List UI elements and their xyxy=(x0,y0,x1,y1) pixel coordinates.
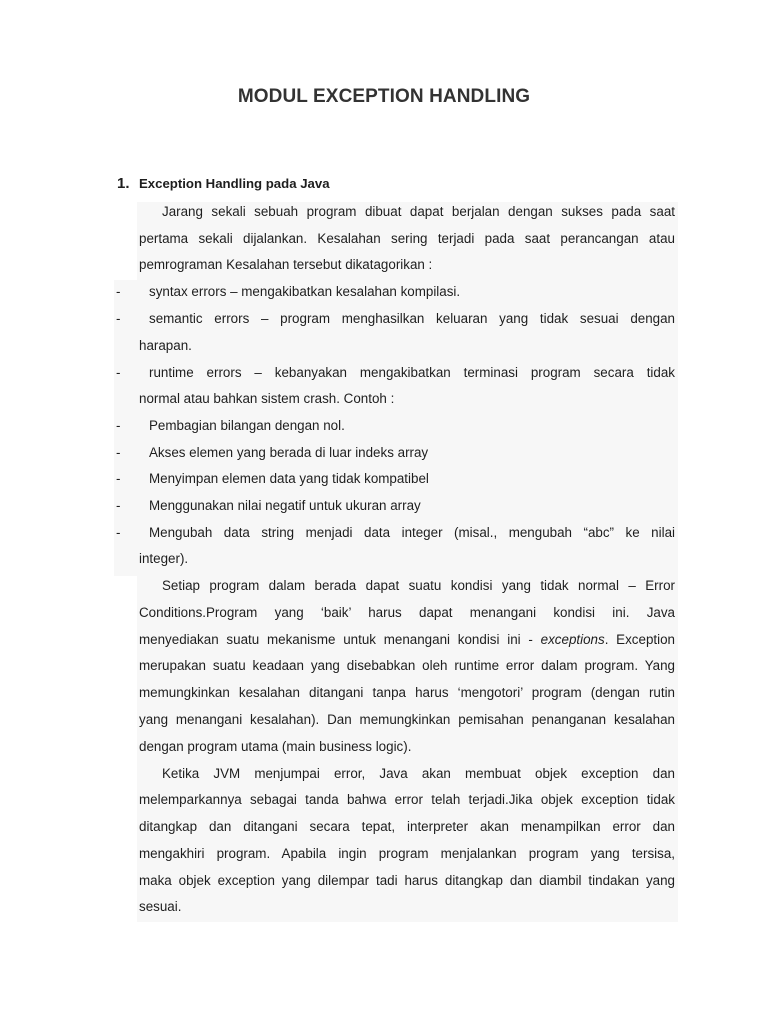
bullet-dash: - xyxy=(116,311,121,326)
paragraph-line: ditangkap dan ditangani secara tepat, interpreter akan menampilkan error dan xyxy=(139,819,675,834)
document-title: MODUL EXCEPTION HANDLING xyxy=(237,86,531,107)
bullet-line: normal atau bahkan sistem crash. Contoh : xyxy=(139,391,395,406)
bullet-line: Menggunakan nilai negatif untuk ukuran array xyxy=(149,498,421,513)
bullet-line: runtime errors – kebanyakan mengakibatkan terminasi program secara tidak xyxy=(149,365,675,380)
bullet-dash: - xyxy=(116,445,121,460)
paragraph-line: melemparkannya sebagai tanda bahwa error telah terjadi.Jika objek exception tidak xyxy=(139,792,675,807)
bullet-dash: - xyxy=(116,284,121,299)
bullet-dash: - xyxy=(116,498,121,513)
paragraph-line xyxy=(139,630,675,650)
paragraph-line: Ketika JVM menjumpai error, Java akan membuat objek exception dan xyxy=(162,766,675,781)
bullet-line: syntax errors – mengakibatkan kesalahan kompilasi. xyxy=(149,284,461,299)
bullet-line: Mengubah data string menjadi data integer (misal., mengubah “abc” ke nilai xyxy=(149,525,675,540)
paragraph-line: maka objek exception yang dilempar tadi harus ditangkap dan diambil tindakan yang xyxy=(139,873,675,888)
paragraph-line: Conditions.Program yang ‘baik’ harus dapat menangani kondisi ini. Java xyxy=(139,605,675,620)
paragraph-line: Setiap program dalam berada dapat suatu kondisi yang tidak normal – Error xyxy=(162,578,675,593)
paragraph-line: yang menangani kesalahan). Dan memungkinkan pemisahan penanganan kesalahan xyxy=(139,712,675,727)
section-title: Exception Handling pada Java xyxy=(139,176,330,191)
paragraph-text: . Exception xyxy=(604,632,675,647)
bullet-line: Menyimpan elemen data yang tidak kompatibel xyxy=(149,471,429,486)
italic-term: exceptions xyxy=(540,632,605,647)
paragraph-line: dengan program utama (main business logic). xyxy=(139,739,412,754)
intro-line: Jarang sekali sebuah program dibuat dapat berjalan dengan sukses pada saat xyxy=(162,204,675,219)
bullet-line: Pembagian bilangan dengan nol. xyxy=(149,418,345,433)
paragraph-line: mengakhiri program. Apabila ingin program menjalankan program yang tersisa, xyxy=(139,846,675,861)
paragraph-line: merupakan suatu keadaan yang disebabkan oleh runtime error dalam program. Yang xyxy=(139,658,675,673)
paragraph-line: memungkinkan kesalahan ditangani tanpa harus ‘mengotori’ program (dengan rutin xyxy=(139,685,675,700)
bullet-line: harapan. xyxy=(139,338,192,353)
bullet-line: Akses elemen yang berada di luar indeks array xyxy=(149,445,429,460)
bullet-line: semantic errors – program menghasilkan keluaran yang tidak sesuai dengan xyxy=(149,311,675,326)
intro-line: pertama sekali dijalankan. Kesalahan sering terjadi pada saat perancangan atau xyxy=(139,231,675,246)
paragraph-line: sesuai. xyxy=(139,899,182,914)
bullet-dash: - xyxy=(116,418,121,433)
bullet-dash: - xyxy=(116,471,121,486)
paragraph-text: menyediakan suatu mekanisme untuk menangani kondisi ini - xyxy=(139,632,541,647)
bullet-dash: - xyxy=(116,365,121,380)
section-number: 1. xyxy=(117,175,130,192)
bullet-dash: - xyxy=(116,525,121,540)
bullet-line: integer). xyxy=(139,551,189,566)
intro-line: pemrograman Kesalahan tersebut dikatagorikan : xyxy=(139,257,433,272)
